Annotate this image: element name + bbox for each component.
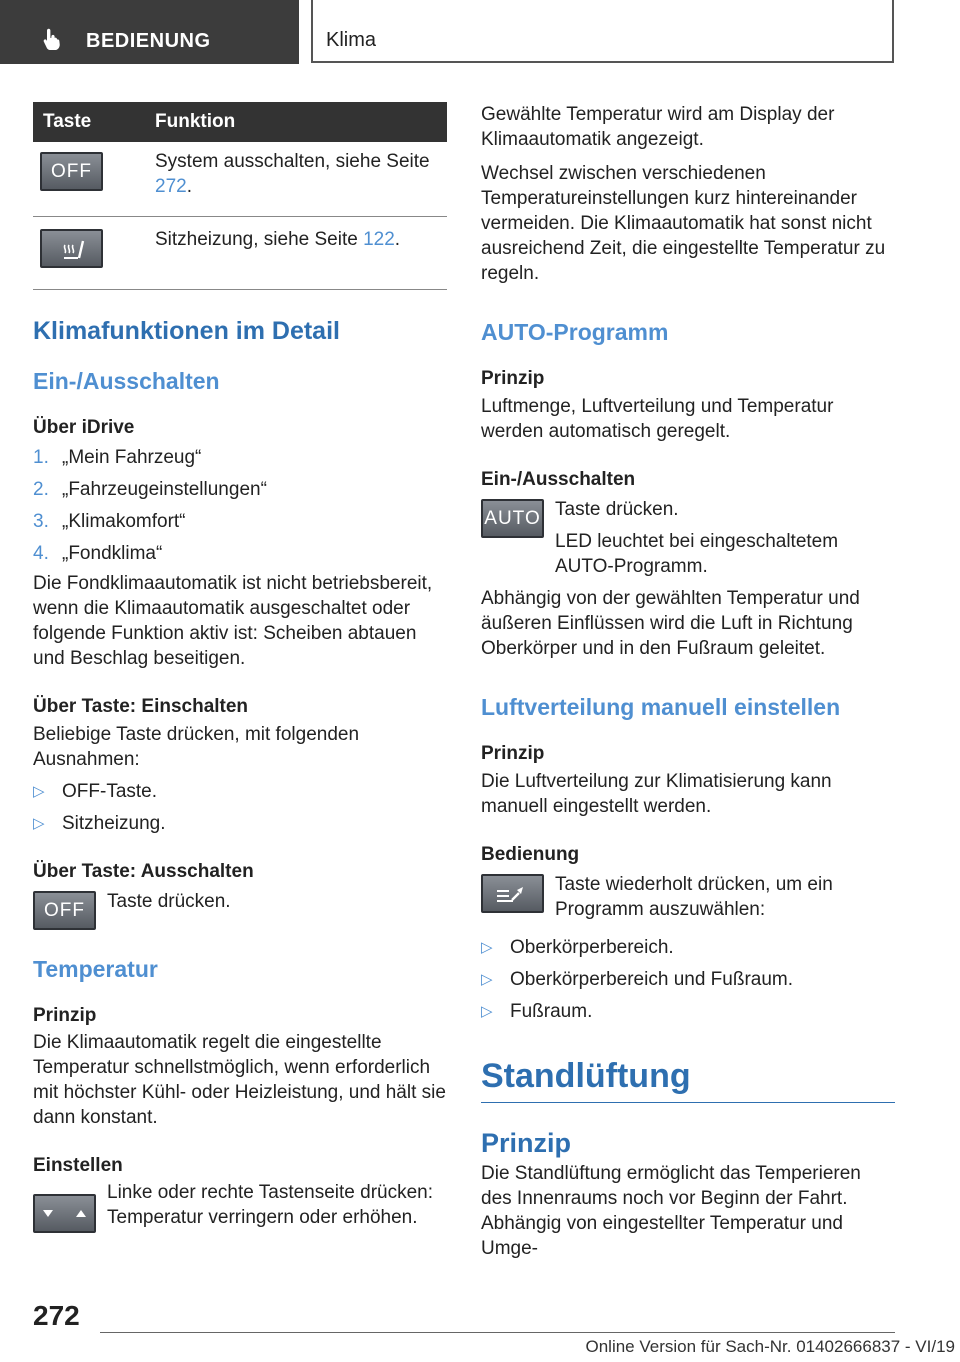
air-distribution-key-icon — [481, 874, 544, 913]
page-number: 272 — [33, 1300, 80, 1331]
list-item: 2. „Fahrzeugeinstellungen“ — [33, 479, 267, 500]
list-item: ▷ Oberkörperbereich. — [481, 937, 674, 958]
heading-klimafunktionen: Klimafunktionen im Detail — [33, 317, 340, 345]
heading-ein-ausschalten: Ein-/Ausschalten — [481, 469, 636, 490]
hand-pointer-icon — [40, 27, 64, 51]
exceptions-list — [33, 779, 447, 839]
list-item: ▷ OFF-Taste. — [33, 781, 158, 802]
paragraph-standlueftung: Die Standlüftung ermöglicht das Temperieren des Innenraums noch vor Beginn der Fahrt. Abhängig von eingestellter Temperatur und Umge- — [481, 1163, 861, 1259]
online-version-text: Online Version für Sach-Nr. 01402666837 - VI/19 — [585, 1337, 955, 1356]
heading-taste-einschalten: Über Taste: Einschalten — [33, 696, 249, 717]
section-label: BEDIENUNG — [86, 30, 211, 52]
table-row — [33, 217, 447, 290]
footer-text — [0, 1337, 955, 1357]
list-item: ▷ Sitzheizung. — [33, 813, 166, 834]
page-link[interactable]: 122 — [363, 229, 395, 250]
page-link[interactable]: 272 — [155, 176, 187, 197]
table-row — [33, 142, 447, 217]
heading-einstellen: Einstellen — [33, 1155, 123, 1176]
chapter-label: Klima — [326, 29, 377, 51]
table-cell-function: Sitzheizung, siehe Seite 122. — [155, 217, 447, 290]
footer-rule — [100, 1332, 895, 1333]
heading-prinzip-standlueftung: Prinzip — [481, 1128, 572, 1158]
right-column — [481, 102, 895, 1261]
chapter-box — [311, 0, 894, 63]
off-key-icon: OFF — [33, 891, 96, 930]
temperature-key-row: Linke oder rechte Tastenseite drücken: Temperatur verringern oder erhöhen. — [33, 1180, 447, 1230]
paragraph-wechsel: Wechsel zwischen verschiedenen Temperatureinstellungen kurz hintereinander vermeiden. Die Klimaautomatik hat sonst nicht ausreichend Zeit, die eingestellte Temperatur zu regeln. — [481, 163, 886, 284]
heading-rule — [481, 1102, 895, 1103]
heading-bedienung: Bedienung — [481, 844, 580, 865]
paragraph-fondklima: Die Fondklimaautomatik ist nicht betriebsbereit, wenn die Klimaautomatik ausgeschaltet oder folgende Funktion aktiv ist: Scheiben abtauen und Beschlag beseitigen. — [33, 573, 433, 669]
heading-ein-ausschalten: Ein-/Ausschalten — [33, 368, 220, 394]
list-item: 1. „Mein Fahrzeug“ — [33, 447, 202, 468]
heading-ueber-idrive: Über iDrive — [33, 417, 135, 438]
left-column — [33, 102, 447, 1230]
auto-key-icon: AUTO — [481, 499, 544, 538]
table-cell-function: System ausschalten, siehe Seite 272. — [155, 142, 447, 217]
air-distribution-key-row: Taste wiederholt drücken, um ein Programm auszuwählen: — [481, 870, 895, 922]
table-header-funktion: Funktion — [155, 102, 447, 142]
paragraph-angezeigt: Gewählte Temperatur wird am Display der Klimaautomatik angezeigt. — [481, 104, 835, 150]
paragraph-luft-prinzip: Die Luftverteilung zur Klimatisierung kann manuell eingestellt werden. — [481, 771, 832, 817]
heading-auto-programm: AUTO-Programm — [481, 319, 669, 345]
paragraph-abhaengig: Abhängig von der gewählten Temperatur und äußeren Einflüssen wird die Luft in Richtung Oberkörper und in den Fußraum geleitet. — [481, 588, 860, 659]
section-tab — [0, 0, 299, 64]
paragraph-beliebige-taste: Beliebige Taste drücken, mit folgenden Ausnahmen: — [33, 724, 360, 770]
programs-list — [481, 935, 895, 1027]
function-table — [33, 102, 447, 290]
heading-temperatur: Temperatur — [33, 956, 158, 982]
paragraph-auto-prinzip: Luftmenge, Luftverteilung und Temperatur werden automatisch geregelt. — [481, 396, 834, 442]
list-item: ▷ Fußraum. — [481, 1001, 593, 1022]
heading-standlueftung: Standlüftung — [481, 1057, 691, 1095]
heading-prinzip: Prinzip — [481, 743, 545, 764]
heading-taste-ausschalten: Über Taste: Ausschalten — [33, 861, 254, 882]
list-item: 3. „Klimakomfort“ — [33, 511, 186, 532]
seat-heating-key-icon — [40, 229, 103, 268]
heading-prinzip: Prinzip — [481, 368, 545, 389]
paragraph-temperatur-prinzip: Die Klimaautomatik regelt die eingestellte Temperatur schnellstmöglich, wenn erforderlich mit höchster Kühl- oder Heizleistung, und hält sie dann konstant. — [33, 1032, 446, 1128]
idrive-steps — [33, 445, 447, 569]
list-item: ▷ Oberkörperbereich und Fußraum. — [481, 969, 794, 990]
off-key-icon: OFF — [40, 152, 103, 191]
heading-prinzip: Prinzip — [33, 1005, 97, 1026]
table-header-taste: Taste — [33, 102, 155, 142]
off-key-row: OFF Taste drücken. — [33, 887, 447, 935]
heading-luftverteilung: Luftverteilung manuell einstellen — [481, 694, 841, 720]
auto-key-row: AUTO Taste drücken. LED leuchtet bei eingeschaltetem AUTO-Programm. — [481, 495, 895, 579]
temperature-up-down-key-icon — [33, 1194, 96, 1233]
list-item: 4. „Fondklima“ — [33, 543, 163, 564]
